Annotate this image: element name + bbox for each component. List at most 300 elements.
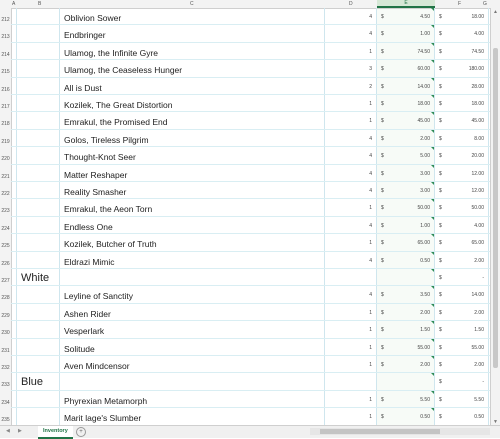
horizontal-scroll-thumb[interactable] <box>320 429 440 434</box>
row-number[interactable]: 226 <box>1 260 10 267</box>
row-number[interactable]: 221 <box>1 173 10 180</box>
row-number[interactable]: 222 <box>1 191 10 197</box>
cell-c[interactable] <box>60 60 325 76</box>
table-row <box>11 182 491 199</box>
cell-b[interactable] <box>17 78 60 94</box>
price-value: 2.00 <box>420 309 430 316</box>
cell-d[interactable] <box>325 408 377 424</box>
currency-symbol: $ <box>381 396 384 403</box>
row-number[interactable]: 215 <box>1 69 10 76</box>
cell-d[interactable] <box>325 217 377 233</box>
price-value: 0.50 <box>420 414 430 421</box>
cell-d[interactable] <box>325 356 377 372</box>
currency-symbol: $ <box>381 188 384 194</box>
quantity-value: 4 <box>369 188 372 194</box>
row-number[interactable]: 219 <box>1 138 10 145</box>
cell-c[interactable] <box>60 25 325 41</box>
category-row <box>11 269 491 286</box>
card-name: Vesperlark <box>64 326 105 337</box>
cell-f[interactable] <box>435 269 489 285</box>
cell-e[interactable] <box>377 60 435 76</box>
currency-symbol: $ <box>381 170 384 177</box>
row-number[interactable]: 227 <box>1 278 10 284</box>
cell-b[interactable] <box>17 321 60 337</box>
currency-symbol: $ <box>381 118 384 125</box>
currency-symbol: $ <box>381 257 384 264</box>
cell-f[interactable] <box>435 339 489 355</box>
col-header-b[interactable]: B <box>38 1 42 7</box>
cell-e[interactable] <box>377 112 435 128</box>
row-number[interactable]: 223 <box>1 208 10 215</box>
scroll-down-icon[interactable]: ▼ <box>493 419 498 425</box>
cell-b[interactable] <box>17 25 60 41</box>
price-value: 5.50 <box>420 396 430 403</box>
card-name: Emrakul, the Aeon Torn <box>64 204 153 215</box>
cell-b[interactable] <box>17 408 60 424</box>
cell-c[interactable] <box>60 182 325 198</box>
table-row <box>11 234 491 251</box>
quantity-value: 1 <box>369 396 372 403</box>
cell-f[interactable] <box>435 25 489 41</box>
cell-b[interactable] <box>17 339 60 355</box>
cell-e[interactable] <box>377 286 435 302</box>
cell-f[interactable] <box>435 8 489 24</box>
cell-c[interactable] <box>17 269 325 285</box>
cell-c[interactable] <box>60 112 325 128</box>
card-name: Ulamog, the Ceaseless Hunger <box>64 65 183 76</box>
cell-f[interactable] <box>435 165 489 181</box>
error-indicator-icon <box>431 199 434 202</box>
currency-symbol: $ <box>439 118 442 125</box>
table-row <box>11 8 491 25</box>
cell-d[interactable] <box>325 165 377 181</box>
card-name: Endless One <box>64 221 113 232</box>
error-indicator-icon <box>431 217 434 220</box>
cell-e[interactable] <box>377 130 435 146</box>
col-header-e[interactable]: E <box>377 0 435 8</box>
quantity-value: 4 <box>369 14 372 20</box>
cell-b[interactable] <box>17 182 60 198</box>
cell-c[interactable] <box>60 95 325 111</box>
currency-symbol: $ <box>439 275 442 281</box>
total-value: 12.00 <box>471 188 484 194</box>
total-value: 2.00 <box>474 309 484 316</box>
cell-f[interactable] <box>435 112 489 128</box>
total-value: 2.00 <box>474 257 484 264</box>
currency-symbol: $ <box>381 344 384 351</box>
sheet-tab-inventory[interactable]: Inventory <box>38 426 73 439</box>
cell-e[interactable] <box>377 339 435 355</box>
cell-d[interactable] <box>325 269 377 285</box>
currency-symbol: $ <box>381 309 384 316</box>
row-number[interactable]: 228 <box>1 295 10 302</box>
table-row <box>11 339 491 356</box>
currency-symbol: $ <box>439 396 442 403</box>
price-value: 1.00 <box>420 31 430 38</box>
cell-d[interactable] <box>325 252 377 268</box>
cell-f[interactable] <box>435 78 489 94</box>
table-row <box>11 217 491 234</box>
quantity-value: 1 <box>369 327 372 334</box>
card-name: Oblivion Sower <box>64 13 122 23</box>
error-indicator-icon <box>431 234 434 237</box>
total-value: 18.00 <box>471 14 484 20</box>
error-indicator-icon <box>431 252 434 255</box>
currency-symbol: $ <box>381 153 384 160</box>
error-indicator-icon <box>431 8 434 11</box>
cell-e[interactable] <box>377 217 435 233</box>
price-value: 60.00 <box>417 66 430 73</box>
sheet-tab-bar <box>0 425 500 438</box>
table-row <box>11 391 491 408</box>
card-name: Reality Smasher <box>64 187 127 197</box>
cell-d[interactable] <box>325 286 377 302</box>
error-indicator-icon <box>431 130 434 133</box>
cell-c[interactable] <box>60 286 325 302</box>
cell-e[interactable] <box>377 165 435 181</box>
row-number[interactable]: 235 <box>1 417 10 424</box>
row-number[interactable]: 217 <box>1 104 10 110</box>
cell-d[interactable] <box>325 130 377 146</box>
price-value: 4.50 <box>420 14 430 20</box>
cell-d[interactable] <box>325 234 377 250</box>
quantity-value: 1 <box>369 362 372 368</box>
table-row <box>11 78 491 95</box>
table-row <box>11 252 491 269</box>
currency-symbol: $ <box>439 153 442 160</box>
card-name: Phyrexian Metamorph <box>64 395 148 406</box>
total-value: 18.00 <box>471 101 484 107</box>
row-number[interactable]: 213 <box>1 34 10 41</box>
currency-symbol: $ <box>439 101 442 107</box>
row-number[interactable]: 216 <box>1 86 10 93</box>
cell-b[interactable] <box>17 252 60 268</box>
quantity-value: 4 <box>369 31 372 38</box>
cell-c[interactable] <box>60 217 325 233</box>
currency-symbol: $ <box>439 170 442 177</box>
cell-f[interactable] <box>435 304 489 320</box>
table-row <box>11 130 491 147</box>
table-row <box>11 165 491 182</box>
cell-d[interactable] <box>325 60 377 76</box>
cell-c[interactable] <box>60 147 325 163</box>
price-value: 3.50 <box>420 292 430 299</box>
error-indicator-icon <box>431 182 434 185</box>
cell-b[interactable] <box>17 130 60 146</box>
currency-symbol: $ <box>439 48 442 55</box>
cell-d[interactable] <box>325 25 377 41</box>
row-number[interactable]: 214 <box>1 51 10 58</box>
col-header-a[interactable]: A <box>12 1 16 7</box>
error-indicator-icon <box>431 321 434 324</box>
cell-b[interactable] <box>17 8 60 24</box>
cell-f[interactable] <box>435 147 489 163</box>
card-name: Aven Mindcensor <box>64 361 130 371</box>
currency-symbol: $ <box>439 205 442 212</box>
cell-d[interactable] <box>325 182 377 198</box>
next-sheet-icon[interactable]: ▶ <box>18 428 22 434</box>
cell-c[interactable] <box>60 165 325 181</box>
currency-symbol: $ <box>381 222 384 229</box>
cell-c[interactable] <box>17 373 325 389</box>
total-value: 2.00 <box>474 362 484 368</box>
card-name: Thought-Knot Seer <box>64 152 136 163</box>
cell-e[interactable] <box>377 78 435 94</box>
col-header-f[interactable]: F <box>458 1 462 7</box>
cell-b[interactable] <box>17 95 60 111</box>
currency-symbol: $ <box>381 135 384 142</box>
row-number[interactable]: 230 <box>1 330 10 337</box>
cell-e[interactable] <box>377 95 435 111</box>
quantity-value: 1 <box>369 48 372 55</box>
currency-symbol: $ <box>381 83 384 90</box>
total-value: 1.50 <box>474 327 484 334</box>
price-value: 45.00 <box>417 118 430 125</box>
cell-d[interactable] <box>325 321 377 337</box>
currency-symbol: $ <box>439 31 442 38</box>
total-value: 5.50 <box>474 396 484 403</box>
total-value: 65.00 <box>471 240 484 247</box>
cell-e[interactable] <box>377 269 435 285</box>
cell-f[interactable] <box>435 321 489 337</box>
cell-e[interactable] <box>377 234 435 250</box>
col-header-g[interactable]: G <box>483 1 487 7</box>
price-value: 74.50 <box>417 48 430 55</box>
cell-f[interactable] <box>435 234 489 250</box>
quantity-value: 1 <box>369 205 372 212</box>
cell-c[interactable] <box>60 8 325 24</box>
cell-f[interactable] <box>435 199 489 215</box>
cell-b[interactable] <box>17 43 60 59</box>
cell-e[interactable] <box>377 182 435 198</box>
row-number[interactable]: 225 <box>1 243 10 250</box>
cell-e[interactable] <box>377 252 435 268</box>
cell-b[interactable] <box>17 112 60 128</box>
cell-e[interactable] <box>377 43 435 59</box>
cell-b[interactable] <box>17 304 60 320</box>
price-value: 18.00 <box>417 101 430 107</box>
cell-d[interactable] <box>325 43 377 59</box>
error-indicator-icon <box>431 286 434 289</box>
cell-d[interactable] <box>325 199 377 215</box>
card-name: Eldrazi Mimic <box>64 256 115 267</box>
price-value: 3.00 <box>420 170 430 177</box>
cell-f[interactable] <box>435 391 489 407</box>
cell-c[interactable] <box>60 408 325 424</box>
cell-f[interactable] <box>435 252 489 268</box>
currency-symbol: $ <box>381 31 384 38</box>
prev-sheet-icon[interactable]: ◀ <box>6 428 10 434</box>
cell-c[interactable] <box>60 199 325 215</box>
total-value: 28.00 <box>471 83 484 90</box>
cell-f[interactable] <box>435 408 489 424</box>
card-name: Golos, Tireless Pilgrim <box>64 134 149 145</box>
currency-symbol: $ <box>439 327 442 334</box>
currency-symbol: $ <box>381 414 384 421</box>
total-value: 180.00 <box>468 66 484 73</box>
card-name: Marit lage's Slumber <box>64 413 142 424</box>
row-number[interactable]: 224 <box>1 225 10 232</box>
cell-c[interactable] <box>60 234 325 250</box>
horizontal-scrollbar[interactable] <box>310 428 490 435</box>
cell-e[interactable] <box>377 199 435 215</box>
quantity-value: 4 <box>369 222 372 229</box>
cell-e[interactable] <box>377 25 435 41</box>
cell-d[interactable] <box>325 373 377 389</box>
quantity-value: 4 <box>369 292 372 299</box>
add-sheet-icon[interactable]: + <box>76 427 86 437</box>
price-value: 5.00 <box>420 153 430 160</box>
price-value: 2.00 <box>420 135 430 142</box>
col-header-c[interactable]: C <box>190 1 194 7</box>
cell-c[interactable] <box>60 43 325 59</box>
cell-d[interactable] <box>325 304 377 320</box>
price-value: 0.50 <box>420 257 430 264</box>
cell-b[interactable] <box>17 217 60 233</box>
quantity-value: 4 <box>369 153 372 160</box>
cell-e[interactable] <box>377 321 435 337</box>
error-indicator-icon <box>431 269 434 272</box>
category-label: Blue <box>21 376 44 389</box>
cell-c[interactable] <box>60 391 325 407</box>
currency-symbol: $ <box>439 222 442 229</box>
row-number[interactable]: 229 <box>1 312 10 319</box>
error-indicator-icon <box>431 408 434 411</box>
quantity-value: 1 <box>369 309 372 316</box>
currency-symbol: $ <box>381 14 384 20</box>
error-indicator-icon <box>431 43 434 46</box>
total-value: 8.00 <box>474 135 484 142</box>
currency-symbol: $ <box>381 292 384 299</box>
row-number[interactable]: 233 <box>1 382 10 389</box>
row-number[interactable]: 220 <box>1 156 10 163</box>
table-row <box>11 95 491 112</box>
error-indicator-icon <box>431 25 434 28</box>
cell-b[interactable] <box>17 147 60 163</box>
col-header-d[interactable]: D <box>349 1 353 7</box>
price-value: 1.50 <box>420 327 430 334</box>
currency-symbol: $ <box>439 292 442 299</box>
cell-f[interactable] <box>435 95 489 111</box>
cell-f[interactable] <box>435 217 489 233</box>
total-value: 74.50 <box>471 48 484 55</box>
total-value: 4.00 <box>474 31 484 38</box>
currency-symbol: $ <box>439 14 442 20</box>
cell-f[interactable] <box>435 373 489 389</box>
price-value: 50.00 <box>417 205 430 212</box>
quantity-value: 2 <box>369 83 372 90</box>
quantity-value: 3 <box>369 66 372 73</box>
cell-c[interactable] <box>60 252 325 268</box>
cell-d[interactable] <box>325 8 377 24</box>
currency-symbol: $ <box>439 240 442 247</box>
quantity-value: 1 <box>369 240 372 247</box>
quantity-value: 1 <box>369 344 372 351</box>
cell-e[interactable] <box>377 8 435 24</box>
currency-symbol: $ <box>439 414 442 421</box>
table-row <box>11 60 491 77</box>
table-row <box>11 286 491 303</box>
error-indicator-icon <box>431 356 434 359</box>
table-row <box>11 408 491 425</box>
total-value: 4.00 <box>474 222 484 229</box>
cell-d[interactable] <box>325 391 377 407</box>
total-value: - <box>482 275 484 281</box>
table-row <box>11 321 491 338</box>
table-row <box>11 112 491 129</box>
cell-f[interactable] <box>435 130 489 146</box>
cell-b[interactable] <box>17 165 60 181</box>
cell-d[interactable] <box>325 112 377 128</box>
cell-c[interactable] <box>60 356 325 372</box>
table-row <box>11 304 491 321</box>
vertical-scrollbar[interactable] <box>490 8 500 426</box>
cell-b[interactable] <box>17 60 60 76</box>
cell-b[interactable] <box>17 234 60 250</box>
price-value: 2.00 <box>420 362 430 368</box>
cell-f[interactable] <box>435 356 489 372</box>
category-row <box>11 373 491 390</box>
cell-c[interactable] <box>60 130 325 146</box>
cell-d[interactable] <box>325 95 377 111</box>
error-indicator-icon <box>431 391 434 394</box>
cell-f[interactable] <box>435 60 489 76</box>
cell-e[interactable] <box>377 373 435 389</box>
price-value: 1.00 <box>420 222 430 229</box>
spreadsheet-grid <box>11 8 491 426</box>
cell-e[interactable] <box>377 147 435 163</box>
error-indicator-icon <box>431 112 434 115</box>
card-name: All is Dust <box>64 82 102 93</box>
row-number[interactable]: 212 <box>1 17 10 23</box>
cell-e[interactable] <box>377 304 435 320</box>
error-indicator-icon <box>431 339 434 342</box>
card-name: Leyline of Sanctity <box>64 291 133 302</box>
row-number[interactable]: 232 <box>1 365 10 371</box>
cell-b[interactable] <box>17 286 60 302</box>
price-value: 55.00 <box>417 344 430 351</box>
currency-symbol: $ <box>439 379 442 386</box>
row-number[interactable]: 231 <box>1 347 10 354</box>
card-name: Matter Reshaper <box>64 169 128 180</box>
cell-b[interactable] <box>17 391 60 407</box>
cell-d[interactable] <box>325 147 377 163</box>
scroll-up-icon[interactable]: ▲ <box>493 9 498 15</box>
cell-d[interactable] <box>325 78 377 94</box>
cell-e[interactable] <box>377 391 435 407</box>
cell-f[interactable] <box>435 182 489 198</box>
cell-c[interactable] <box>60 321 325 337</box>
cell-b[interactable] <box>17 199 60 215</box>
row-number[interactable]: 234 <box>1 399 10 406</box>
row-number[interactable]: 218 <box>1 121 10 128</box>
cell-e[interactable] <box>377 408 435 424</box>
cell-f[interactable] <box>435 286 489 302</box>
cell-f[interactable] <box>435 43 489 59</box>
vertical-scroll-thumb[interactable] <box>493 48 498 368</box>
total-value: 50.00 <box>471 205 484 212</box>
cell-e[interactable] <box>377 356 435 372</box>
cell-c[interactable] <box>60 339 325 355</box>
cell-c[interactable] <box>60 78 325 94</box>
card-name: Solitude <box>64 343 95 354</box>
cell-c[interactable] <box>60 304 325 320</box>
cell-d[interactable] <box>325 339 377 355</box>
cell-b[interactable] <box>17 356 60 372</box>
table-row <box>11 25 491 42</box>
table-row <box>11 356 491 373</box>
error-indicator-icon <box>431 95 434 98</box>
